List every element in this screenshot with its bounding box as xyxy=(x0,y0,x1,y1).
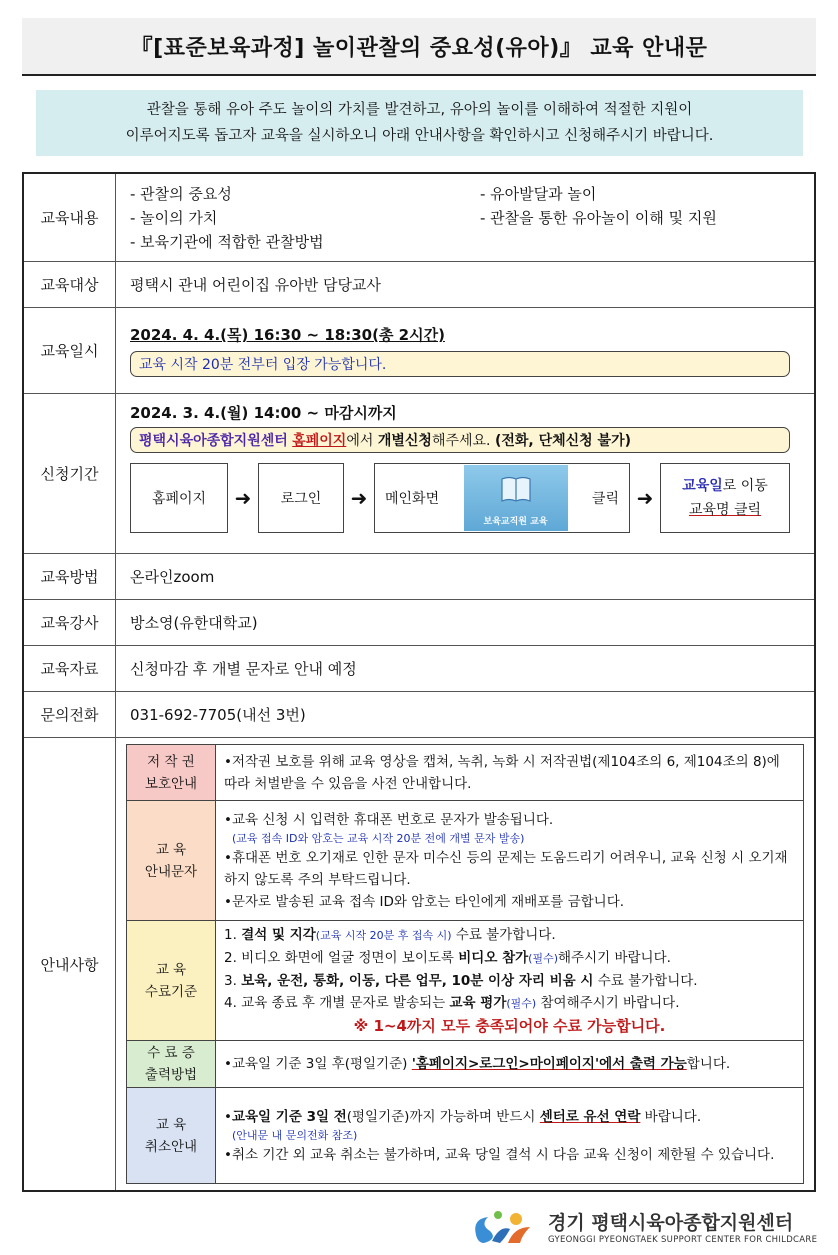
lecturer-value: 방소영(유한대학교) xyxy=(130,614,258,632)
content-item: - 관찰을 통한 유아놀이 이해 및 지원 xyxy=(480,208,717,227)
apply-flow xyxy=(130,463,800,533)
center-name: 평택시육아종합지원센터 xyxy=(139,433,288,449)
flow-step-homepage: 홈페이지 xyxy=(130,463,228,533)
notice-label-line: 수료기준 xyxy=(144,983,198,1000)
notice-label-line: 취소안내 xyxy=(144,1138,198,1155)
flow-course-click: 교육명 클릭 xyxy=(688,502,762,518)
flow-step-login: 로그인 xyxy=(258,463,344,533)
note-text: 해주세요. xyxy=(431,433,491,449)
completion-item: 1. 결석 및 지각(교육 시작 20분 후 접속 시) 수료 불가합니다. xyxy=(224,927,556,943)
row-notice xyxy=(24,738,814,1190)
row-label: 안내사항 xyxy=(24,738,116,1190)
row-material xyxy=(24,646,814,692)
notice-sms xyxy=(127,801,804,921)
cancel-line: •취소 기간 외 교육 취소는 불가하며, 교육 당일 결석 시 다음 교육 신청이 제한될 수 있습니다. xyxy=(224,1146,775,1163)
date-value: 2024. 4. 4.(목) 16:30 ~ 18:30(총 2시간) xyxy=(130,326,445,344)
flow-course-move: 로 이동 xyxy=(722,478,768,494)
logo-korean: 경기 평택시육아종합지원센터 xyxy=(548,1211,794,1234)
row-label: 교육강사 xyxy=(24,600,116,645)
row-value xyxy=(116,308,814,393)
notice-label-line: 보호안내 xyxy=(144,775,198,792)
flow-main-label: 메인화면 xyxy=(385,491,440,507)
notice-completion xyxy=(127,921,804,1041)
row-label: 교육내용 xyxy=(24,174,116,261)
content-item: - 유아발달과 놀이 xyxy=(480,184,597,203)
row-method xyxy=(24,554,814,600)
target-value: 평택시 관내 어린이집 유아반 담당교사 xyxy=(130,276,381,294)
flow-click-label: 클릭 xyxy=(591,491,619,507)
notice-cancel xyxy=(127,1088,804,1184)
notice-text xyxy=(216,921,804,1041)
flow-course-day: 교육일 xyxy=(682,478,723,494)
apply-note xyxy=(130,427,790,453)
homepage-link[interactable]: 홈페이지 xyxy=(292,433,347,449)
row-value xyxy=(116,554,814,599)
row-label: 교육대상 xyxy=(24,262,116,307)
open-book-icon xyxy=(500,475,532,503)
individual-apply: 개별신청 xyxy=(377,433,432,449)
notice-copyright xyxy=(127,745,804,801)
content-item: - 보육기관에 적합한 관찰방법 xyxy=(130,232,324,251)
method-value: 온라인zoom xyxy=(130,568,215,586)
material-value: 신청마감 후 개별 문자로 안내 예정 xyxy=(130,660,357,678)
row-value xyxy=(116,394,814,553)
notice-label-line: 출력방법 xyxy=(144,1067,198,1083)
notice-text xyxy=(216,1088,804,1184)
row-target xyxy=(24,262,814,308)
notice-label xyxy=(127,921,216,1041)
notice-label-line: 저 작 권 xyxy=(147,753,195,770)
row-label: 교육방법 xyxy=(24,554,116,599)
contact-value: 031-692-7705(내선 3번) xyxy=(130,706,306,724)
completion-item: 3. 보육, 운전, 통화, 이동, 다른 업무, 10분 이상 자리 비움 시 수료 불가합니다. xyxy=(224,973,698,989)
center-logo-icon xyxy=(470,1205,542,1247)
cancel-line: •교육일 기준 3일 전(평일기준)까지 가능하며 반드시 센터로 유선 연락 바랍니다. xyxy=(224,1108,702,1125)
arrow-right-icon: ➜ xyxy=(234,486,252,510)
notice-label xyxy=(127,801,216,921)
intro-box xyxy=(36,90,803,156)
completion-warning: ※ 1~4까지 모두 충족되어야 수료 가능합니다. xyxy=(353,1017,666,1035)
row-label: 신청기간 xyxy=(24,394,116,553)
intro-line-1: 관찰을 통해 유아 주도 놀이의 가치를 발견하고, 유아의 놀이를 이해하여 적절한 지원이 xyxy=(146,102,693,118)
row-value xyxy=(116,646,814,691)
arrow-right-icon: ➜ xyxy=(636,486,654,510)
row-value xyxy=(116,600,814,645)
row-value xyxy=(116,262,814,307)
intro-line-2: 이루어지도록 돕고자 교육을 실시하오니 아래 안내사항을 확인하시고 신청해주시기 바랍니다. xyxy=(125,128,714,144)
sms-line: •교육 신청 시 입력한 휴대폰 번호로 문자가 발송됩니다. xyxy=(224,811,554,828)
notice-label-line: 안내문자 xyxy=(144,863,198,880)
notice-label xyxy=(127,745,216,801)
notice-certificate xyxy=(127,1041,804,1088)
entry-note: 교육 시작 20분 전부터 입장 가능합니다. xyxy=(130,351,790,377)
notice-text xyxy=(216,801,804,921)
notice-label-line: 교 육 xyxy=(155,1116,187,1133)
content-item: - 관찰의 중요성 xyxy=(130,184,232,203)
row-value xyxy=(116,174,814,261)
cancel-note: (안내문 내 문의전화 참조) xyxy=(232,1128,358,1142)
center-logo xyxy=(470,1205,817,1247)
row-contact xyxy=(24,692,814,738)
row-content xyxy=(24,174,814,262)
book-icon[interactable] xyxy=(464,465,568,531)
sms-line: •휴대폰 번호 오기재로 인한 문자 미수신 등의 문제는 도움드리기 어려우니, 교육 신청 시 오기재하지 않도록 주의 부탁드립니다. xyxy=(224,849,788,888)
note-text: 에서 xyxy=(346,433,374,449)
completion-item: 2. 비디오 화면에 얼굴 정면이 보이도록 비디오 참가(필수)해주시기 바랍니다. xyxy=(224,950,671,966)
row-lecturer xyxy=(24,600,814,646)
flow-step-main xyxy=(374,463,630,533)
document-title: 『[표준보육과정] 놀이관찰의 중요성(유아)』 교육 안내문 xyxy=(22,18,816,76)
notice-text: •저작권 보호를 위해 교육 영상을 캡쳐, 녹취, 녹화 시 저작권법(제104조의 6, 제104조의 8)에 따라 처벌받을 수 있음을 사전 안내합니다. xyxy=(216,745,804,801)
row-value xyxy=(116,692,814,737)
logo-english: GYEONGGI PYEONGTAEK SUPPORT CENTER FOR CHILDCARE xyxy=(548,1234,818,1245)
row-apply xyxy=(24,394,814,554)
row-label: 교육일시 xyxy=(24,308,116,393)
content-item: - 놀이의 가치 xyxy=(130,208,218,227)
row-label: 문의전화 xyxy=(24,692,116,737)
row-date xyxy=(24,308,814,394)
flow-step-course xyxy=(660,463,790,533)
info-table xyxy=(22,172,816,1192)
row-value xyxy=(116,738,814,1190)
sms-note: (교육 접속 ID와 암호는 교육 시작 20분 전에 개별 문자 발송) xyxy=(232,831,525,845)
notice-label-line: 교 육 xyxy=(155,841,187,858)
apply-period: 2024. 3. 4.(월) 14:00 ~ 마감시까지 xyxy=(130,404,397,422)
notice-label-line: 교 육 xyxy=(155,961,187,978)
notice-table xyxy=(126,744,804,1184)
notice-text: •교육일 기준 3일 후(평일기준) '홈페이지>로그인>마이페이지'에서 출력 가능합니다. xyxy=(216,1041,804,1088)
sms-line: •문자로 발송된 교육 접속 ID와 암호는 타인에게 재배포를 금합니다. xyxy=(224,893,625,910)
note-paren: (전화, 단체신청 불가) xyxy=(494,433,632,449)
completion-item: 4. 교육 종료 후 개별 문자로 발송되는 교육 평가(필수) 참여해주시기 바랍니다. xyxy=(224,995,680,1011)
notice-label xyxy=(127,1041,216,1088)
arrow-right-icon: ➜ xyxy=(350,486,368,510)
notice-label xyxy=(127,1088,216,1184)
row-label: 교육자료 xyxy=(24,646,116,691)
notice-label-line: 수 료 증 xyxy=(147,1045,195,1061)
book-caption: 보육교직원 교육 xyxy=(483,517,548,527)
